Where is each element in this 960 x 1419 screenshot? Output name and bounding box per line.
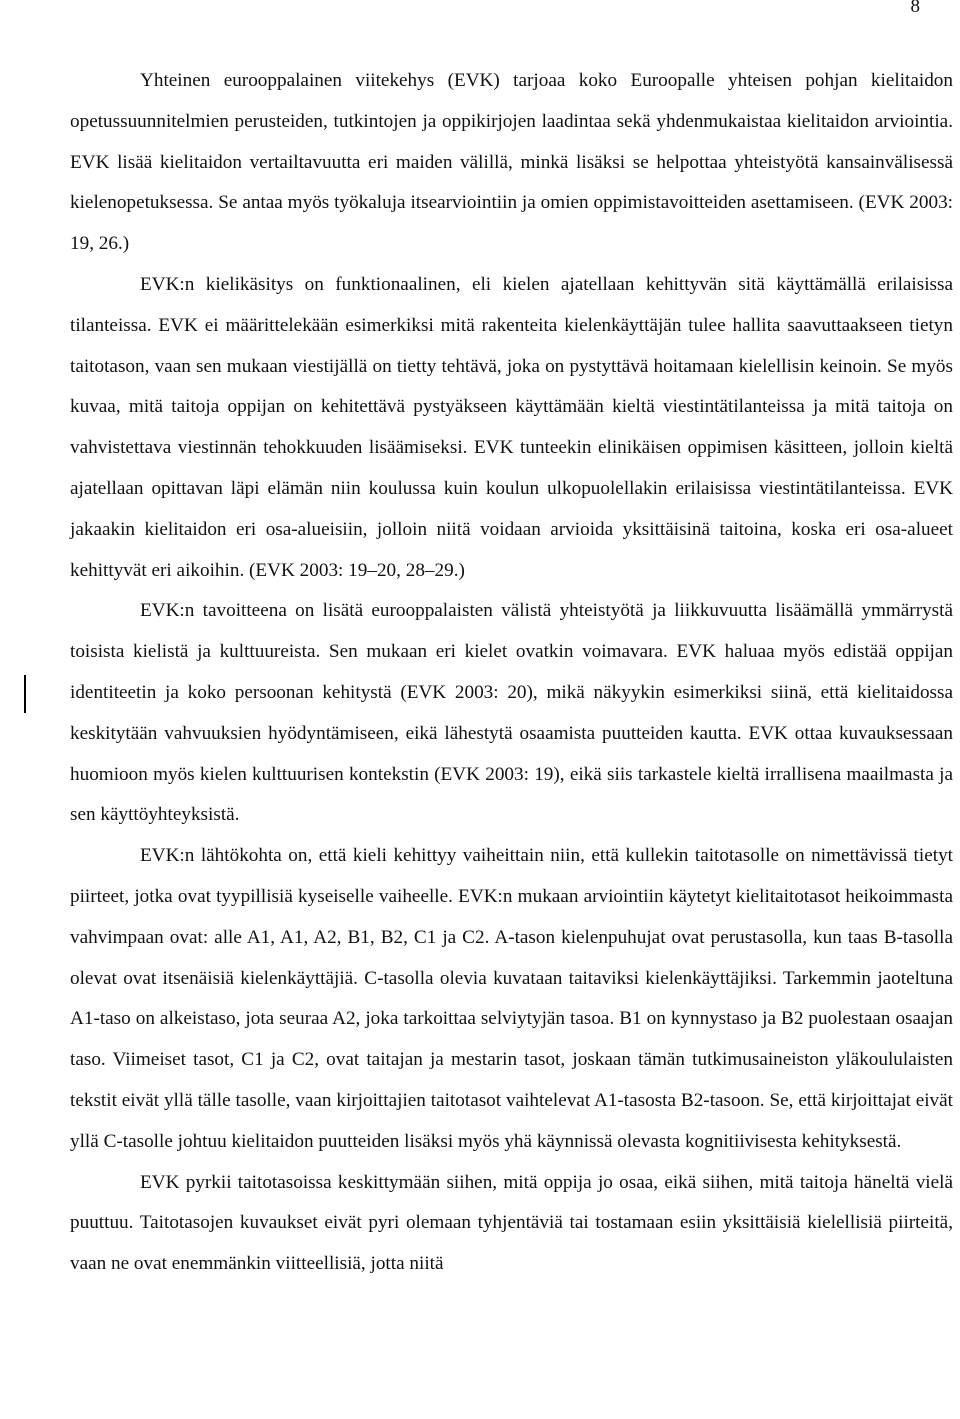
paragraph: EVK pyrkii taitotasoissa keskittymään siihen, mitä oppija jo osaa, eikä siihen, mitä taitoja häneltä vielä puuttuu. Taitotasojen kuvaukset eivät pyri olemaan tyhjentäviä tai tostamaan esiin yksittäisiä kielellisiä piirteitä, vaan ne ovat enemmänkin viitteellisiä, jotta niitä	[70, 1171, 953, 1275]
paragraph: EVK:n tavoitteena on lisätä eurooppalaisten välistä yhteistyötä ja liikkuvuutta lisäämällä ymmärrystä toisista kielistä ja kulttuureista. Sen mukaan eri kielet ovatkin voimavara. EVK haluaa myös edistää oppijan identiteetin ja koko persoonan kehitystä (EVK 2003: 20), mikä näkyykin esimerkiksi siinä, että kielitaidossa keskitytään vahvuuksien hyödyntämiseen, eikä lähestytä osaamista puutteiden kautta. EVK ottaa kuvauksessaan huomioon myös kielen kulttuurisen kontekstin (EVK 2003: 19), eikä siis tarkastele kieltä irrallisena maailmasta ja sen käyttöyhteyksistä.	[70, 600, 953, 826]
paragraph: Yhteinen eurooppalainen viitekehys (EVK) tarjoaa koko Euroopalle yhteisen pohjan kielitaidon opetussuunnitelmien perusteiden, tutkintojen ja oppikirjojen laadintaa sekä yhdenmukaistaa kielitaidon arviointia. EVK lisää kielitaidon vertailtavuutta eri maiden välillä, minkä lisäksi se helpottaa yhteistyötä kansainvälisessä kielenopetuksessa. Se antaa myös työkaluja itsearviointiin ja omien oppimistavoitteiden asettamiseen. (EVK 2003: 19, 26.)	[70, 70, 953, 255]
paragraph: EVK:n lähtökohta on, että kieli kehittyy vaiheittain niin, että kullekin taitotasolle on nimettävissä tietyt piirteet, jotka ovat tyypillisiä kyseiselle vaiheelle. EVK:n mukaan arviointiin käytetyt kielitaitotasot heikoimmasta vahvimpaan ovat: alle A1, A1, A2, B1, B2, C1 ja C2. A-tason kielenpuhujat ovat perustasolla, kun taas B-tasolla olevat ovat itsenäisiä kielenkäyttäjiä. C-tasolla olevia kuvataan taitaviksi kielenkäyttäjiksi. Tarkemmin jaoteltuna A1-taso on alkeistaso, jota seuraa A2, joka tarkoittaa selviytyjän tasoa. B1 on kynnystaso ja B2 puolestaan osaajan taso. Viimeiset tasot, C1 ja C2, ovat taitajan ja mestarin tasot, joskaan tämän tutkimusaineiston yläkoululaisten tekstit eivät yllä tälle tasolle, vaan kirjoittajien taitotasot vaihtelevat A1-tasosta B2-tasoon. Se, että kirjoittajat eivät yllä C-tasolle johtuu kielitaidon puutteiden lisäksi myös yhä käynnissä olevasta kognitiivisesta kehityksestä.	[70, 845, 953, 1152]
revision-bar	[24, 675, 26, 713]
document-body	[70, 61, 953, 1285]
page-number: 8	[910, 0, 920, 17]
paragraph: EVK:n kielikäsitys on funktionaalinen, eli kielen ajatellaan kehittyvän sitä käyttämällä erilaisissa tilanteissa. EVK ei määrittelekään esimerkiksi mitä rakenteita kielenkäyttäjän tulee hallita saavuttaakseen tietyn taitotason, vaan sen mukaan viestijällä on tietty tehtävä, joka on pystyttävä hoitamaan kielellisin keinoin. Se myös kuvaa, mitä taitoja oppijan on kehitettävä pystyäkseen käyttämään kieltä viestintätilanteissa ja mitä taitoja on vahvistettava viestinnän tehokkuuden lisäämiseksi. EVK tunteekin elinikäisen oppimisen käsitteen, jolloin kieltä ajatellaan opittavan läpi elämän niin koulussa kuin koulun ulkopuolellakin erilaisissa viestintätilanteissa. EVK jakaakin kielitaidon eri osa-alueisiin, jolloin niitä voidaan arvioida yksittäisinä taitoina, koska eri osa-alueet kehittyvät eri aikoihin. (EVK 2003: 19–20, 28–29.)	[70, 273, 953, 581]
